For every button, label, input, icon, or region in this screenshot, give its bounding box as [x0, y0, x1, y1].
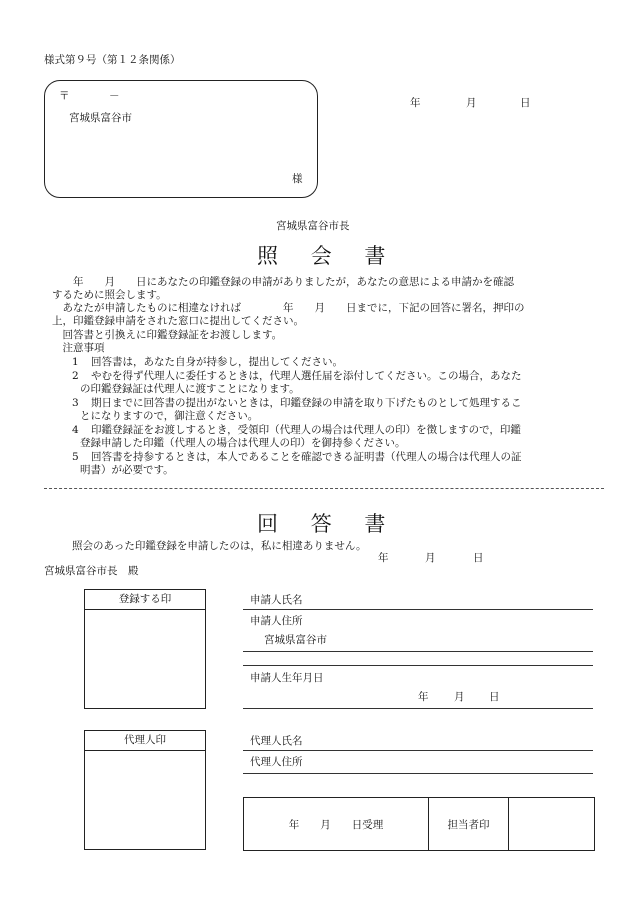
birth-year: 年 [418, 691, 429, 703]
applicant-name-label: 申請人氏名 [250, 594, 303, 606]
register-seal-label: 登録する印 [85, 590, 205, 610]
note-line: 明書）が必要です。 [80, 464, 174, 476]
agent-address-field[interactable] [243, 773, 593, 774]
agent-name-field[interactable] [243, 750, 593, 751]
answer-title-char: 書 [364, 512, 388, 536]
agent-name-label: 代理人氏名 [250, 735, 303, 747]
note-line: やむを得ず代理人に委任するときは，代理人選任届を添付してください。この場合，あなた [91, 370, 522, 382]
form-number: 様式第９号（第１２条関係） [44, 54, 181, 66]
date-year: 年 [410, 97, 421, 109]
agent-seal-label: 代理人印 [85, 731, 205, 751]
applicant-name-field[interactable] [243, 609, 593, 610]
receipt-table [243, 797, 595, 851]
note-line: 期日までに回答書の提出がないときは，印鑑登録の申請を取り下げたものとして処理するこ [91, 397, 522, 409]
answer-statement: 照会のあった印鑑登録を申請したのは，私に相違ありません。 [72, 540, 367, 552]
inquiry-line: 回答書と引換えに印鑑登録証をお渡しします。 [52, 329, 283, 341]
staff-seal-label-cell [429, 798, 509, 850]
postal-mark: 〒 [59, 90, 70, 102]
note-number: 2 [72, 370, 79, 382]
inquiry-title-char: 照 [257, 244, 280, 268]
note-number: 3 [72, 397, 79, 409]
notes-heading: 注意事項 [52, 342, 105, 354]
note-line: 印鑑登録証をお渡しするとき，受領印（代理人の場合は代理人の印）を徴しますので，印鑑 [91, 424, 521, 436]
honorific: 様 [292, 173, 303, 185]
receipt-date-cell[interactable] [244, 798, 429, 850]
inquiry-title-char: 書 [364, 244, 388, 268]
inquiry-line: するために照会します。 [52, 289, 167, 301]
answer-date-year: 年 [378, 552, 389, 564]
applicant-address-label: 申請人住所 [250, 615, 303, 627]
staff-seal-label: 担当者印 [447, 818, 490, 831]
note-line: 回答書を持参するときは，本人であることを確認できる証明書（代理人の場合は代理人の証 [91, 451, 522, 463]
applicant-address-field[interactable] [243, 651, 593, 652]
inquiry-title [257, 240, 387, 270]
agent-seal-box[interactable] [84, 730, 206, 850]
cut-line [44, 488, 604, 489]
birth-day: 日 [489, 691, 500, 703]
address-box [44, 80, 318, 198]
birth-month: 月 [454, 691, 465, 703]
staff-seal-cell[interactable] [509, 798, 594, 850]
issuer: 宮城県富谷市長 [276, 220, 350, 232]
note-line: 回答書は，あなた自身が持参し，提出してください。 [91, 356, 343, 368]
divider [243, 665, 593, 666]
answer-title [257, 508, 387, 538]
date-month: 月 [466, 97, 477, 109]
postal-dash: － [109, 90, 120, 102]
inquiry-line: 年 月 日にあなたの印鑑登録の申請がありましたが，あなたの意思による申請かを確認 [52, 276, 514, 288]
note-line: とになりますので，御注意ください。 [80, 410, 259, 422]
inquiry-title-char: 会 [310, 244, 334, 268]
inquiry-line: あなたが申請したものに相違なければ 年 月 日までに，下記の回答に署名，押印の [52, 302, 525, 314]
note-number: 4 [72, 424, 79, 436]
addressee: 宮城県富谷市長 殿 [44, 565, 139, 577]
answer-date-day: 日 [473, 552, 484, 564]
note-line: の印鑑登録証は代理人に渡すことになります。 [80, 383, 300, 395]
applicant-city: 宮城県富谷市 [264, 634, 327, 646]
inquiry-line: 上，印鑑登録申請をされた窓口に提出してください。 [52, 315, 304, 327]
date-day: 日 [520, 97, 531, 109]
agent-address-label: 代理人住所 [250, 756, 303, 768]
address-city: 宮城県富谷市 [69, 112, 132, 124]
answer-title-char: 答 [310, 512, 334, 536]
register-seal-box[interactable] [84, 589, 206, 709]
answer-title-char: 回 [257, 512, 280, 536]
applicant-birth-field[interactable] [243, 708, 593, 709]
applicant-birth-label: 申請人生年月日 [250, 672, 324, 684]
receipt-date: 年 月 日受理 [288, 818, 384, 831]
note-line: 登録申請した印鑑（代理人の場合は代理人の印）を御持参ください。 [80, 437, 406, 449]
note-number: 1 [72, 356, 79, 368]
note-number: 5 [72, 451, 79, 463]
answer-date-month: 月 [425, 552, 436, 564]
